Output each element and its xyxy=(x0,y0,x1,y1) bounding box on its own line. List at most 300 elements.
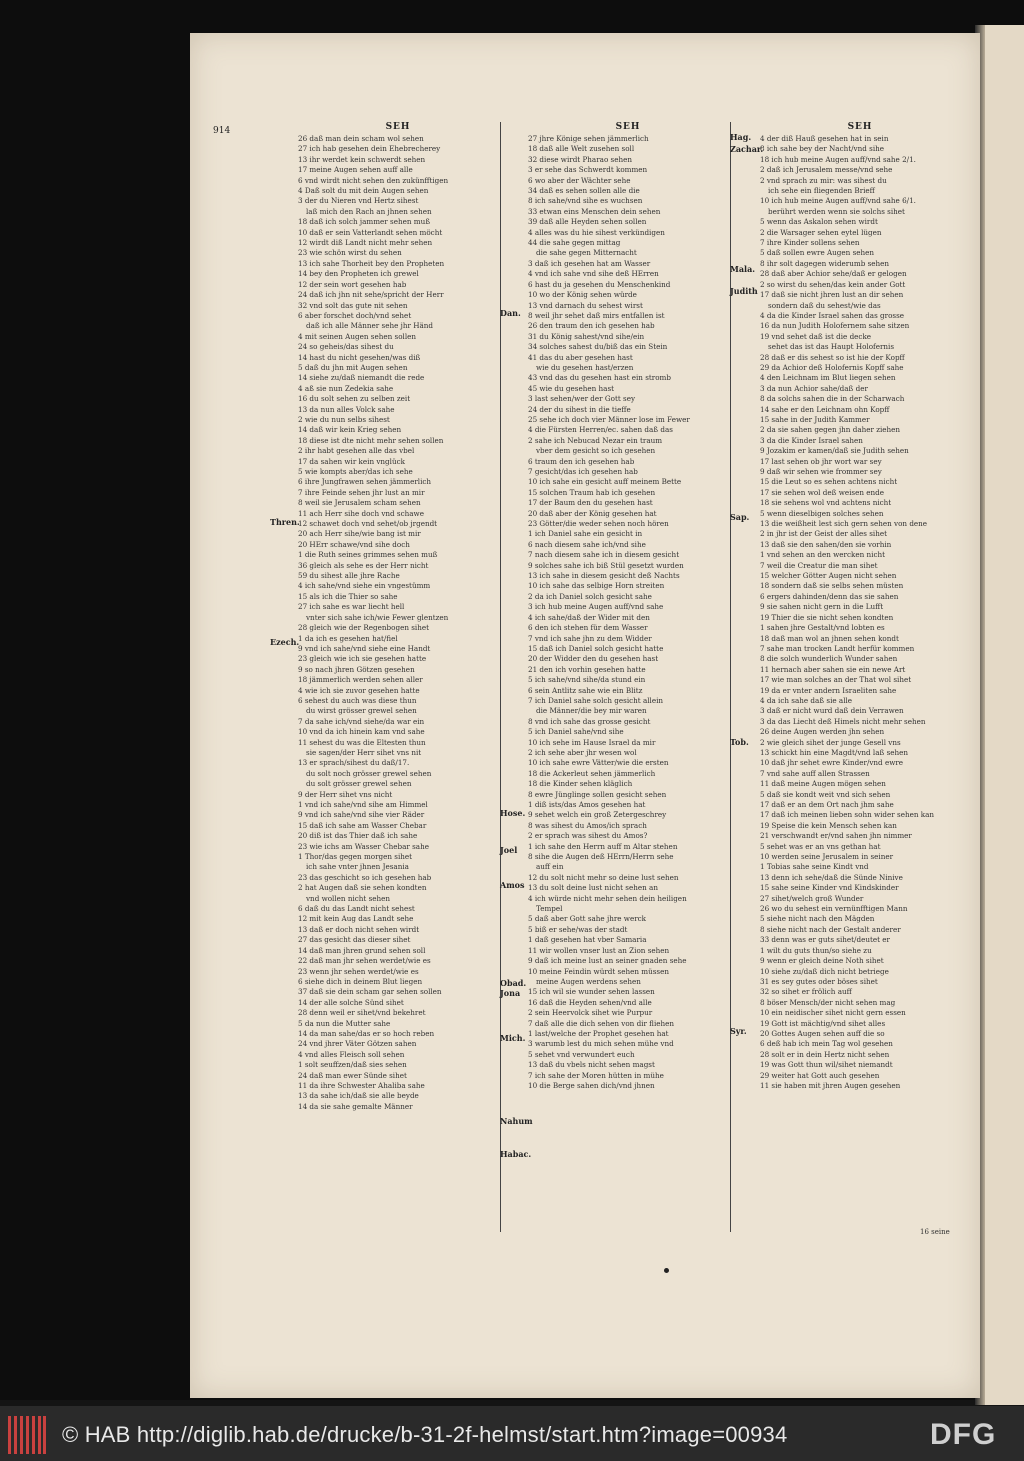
text-line: 13 daß du vbels nicht sehen magst xyxy=(528,1060,655,1070)
text-line: 7 ihre Kinder sollens sehen xyxy=(760,238,860,248)
text-line: 36 gleich als sehe es der Herr nicht xyxy=(298,560,429,570)
text-line: 15 daß ich sahe am Wasser Chebar xyxy=(298,820,427,830)
text-line: 2 er sprach was sihest du Amos? xyxy=(528,831,648,841)
text-line: 23 wie schön wirst du sehen xyxy=(298,248,402,258)
text-line: 6 deß hab ich mein Tag wol gesehen xyxy=(760,1039,893,1049)
text-line: 7 gesicht/das ich gesehen hab xyxy=(528,467,638,476)
text-line: 5 siehe nicht nach den Mägden xyxy=(760,914,875,924)
text-line: 3 daß er nicht wurd daß dein Verrawen xyxy=(760,706,904,716)
text-line: 33 etwan eins Menschen dein sehen xyxy=(528,206,661,216)
text-line: 28 solt er in dein Hertz nicht sehen xyxy=(760,1049,890,1059)
text-line: 4 da ich sahe daß sie alle xyxy=(760,695,853,705)
text-line: 27 jhre Könige sehen jämmerlich xyxy=(528,134,649,143)
text-line: 14 daß man jhren grund sehen soll xyxy=(298,945,426,955)
column-header: SEH xyxy=(385,122,411,132)
book-label-sirach: Syr. xyxy=(730,1026,747,1036)
text-line: 5 wenn das Askalon sehen wirdt xyxy=(760,217,878,227)
text-line: 10 vnd da ich hinein kam vnd sahe xyxy=(298,727,425,737)
text-line: 7 sahe man trocken Landt herfür kommen xyxy=(760,643,915,653)
text-line: 20 ach Herr sihe/wie bang ist mir xyxy=(298,529,421,539)
text-line: 6 sehest du auch was diese thun xyxy=(298,695,417,705)
text-line: 19 vnd sehet daß ist die decke xyxy=(760,331,872,341)
text-line: 19 was Gott thun wil/sihet niemandt xyxy=(760,1060,893,1070)
text-line: 2 die Warsager sehen eytel lügen xyxy=(760,227,882,237)
text-line: 23 Götter/die weder sehen noch hören xyxy=(528,519,669,529)
book-label-micha: Mich. xyxy=(500,1033,526,1043)
text-line: 3 er sehe das Schwerdt kommen xyxy=(528,165,648,175)
text-line: 8 was sihest du Amos/ich sprach xyxy=(528,820,647,830)
text-line: 9 sehet welch ein groß Zetergeschrey xyxy=(528,810,667,820)
text-line: die sahe gegen Mitternacht xyxy=(536,248,637,258)
text-line: 8 ihr solt dagegen widerumb sehen xyxy=(760,258,890,268)
text-line: 7 ich sahe der Moren hütten in mühe xyxy=(528,1070,664,1080)
text-line: 1 vnd ich sahe/vnd sihe am Himmel xyxy=(298,800,428,809)
text-line: 2 ich sehe aber jhr wesen wol xyxy=(528,747,637,757)
text-line: 8 siehe nicht nach der Gestalt anderer xyxy=(760,924,901,934)
text-line: 5 da nun die Mutter sahe xyxy=(298,1018,391,1028)
text-line: 5 daß du jhn mit Augen sehen xyxy=(298,362,408,372)
text-line: 17 daß er an dem Ort nach jhm sahe xyxy=(760,800,894,809)
text-line: die Männer/die bey mir waren xyxy=(536,706,647,716)
text-line: 6 nach diesem sahe ich/vnd sihe xyxy=(528,539,646,549)
text-line: 15 sahe seine Kinder vnd Kindskinder xyxy=(760,883,899,893)
text-line: 13 die weißheit lest sich gern sehen von dene xyxy=(760,519,928,529)
text-line: du solt grösser grewel sehen xyxy=(306,779,412,789)
text-line: 20 Gottes Augen sehen auff die so xyxy=(760,1028,885,1038)
text-line: 11 sie haben mit jhren Augen gesehen xyxy=(760,1080,901,1090)
text-line: 17 da sahen wir kein vnglück xyxy=(298,456,405,466)
text-line: 20 diß ist das Thier daß ich sahe xyxy=(298,831,418,841)
text-line: 17 last sehen ob jhr wort war sey xyxy=(760,456,882,466)
text-line: 7 vnd ich sahe jhn zu dem Widder xyxy=(528,633,652,643)
text-line: 19 Gott ist mächtig/vnd sihet alles xyxy=(760,1018,886,1028)
text-line: 14 sahe er den Leichnam ohn Kopff xyxy=(760,404,890,414)
text-line: 12 der sein wort gesehen hab xyxy=(298,279,407,289)
text-line: 13 denn ich sehe/daß die Sünde Ninive xyxy=(760,872,903,882)
text-line: 23 gleich wie ich sie gesehen hatte xyxy=(298,654,427,664)
column-lines xyxy=(528,134,728,1091)
text-line: 13 ihr werdet kein schwerdt sehen xyxy=(298,154,426,164)
text-line: 1 die Ruth seines grimmes sehen muß xyxy=(298,550,438,560)
text-line: 12 schawet doch vnd sehet/ob jrgendt xyxy=(298,519,438,529)
text-line: 11 da ihre Schwester Ahaliba sahe xyxy=(298,1080,425,1090)
text-line: 6 sein Antlitz sahe wie ein Blitz xyxy=(528,685,643,695)
column-rule xyxy=(500,122,501,1232)
text-line: 9 sie sahen nicht gern in die Lufft xyxy=(760,602,884,612)
text-line: 4 da die Kinder Israel sahen das grosse xyxy=(760,310,905,320)
text-line: 24 der du sihest in die tieffe xyxy=(528,404,631,414)
text-line: 4 der diß Hauß gesehen hat in sein xyxy=(760,134,889,143)
text-line: 11 ach Herr sihe doch vnd schawe xyxy=(298,508,424,518)
text-line: 1 daß gesehen hat vber Samaria xyxy=(528,935,647,945)
text-line: 10 ich sahe ewre Vätter/wie die ersten xyxy=(528,758,669,768)
text-line: 45 wie du gesehen hast xyxy=(528,383,615,393)
text-line: 8 ewre Jünglinge sollen gesicht sehen xyxy=(528,789,667,799)
text-line: 24 so geheis/das sihest du xyxy=(298,342,394,352)
text-line: 1 ich Daniel sahe ein gesicht in xyxy=(528,529,643,539)
text-line: ich sahe vnter jhnen Jesania xyxy=(306,862,409,872)
text-line: 32 vnd solt das gute nit sehen xyxy=(298,300,408,310)
text-line: 10 ich hub meine Augen auff/vnd sahe 6/1. xyxy=(760,196,916,206)
text-line: 31 es sey gutes oder böses sihet xyxy=(760,976,878,986)
text-line: 2 daß ich Jerusalem messe/vnd sehe xyxy=(760,165,893,175)
text-line: 2 vnd sprach zu mir: was sihest du xyxy=(760,175,887,185)
text-line: 11 hernach aber sahen sie ein newe Art xyxy=(760,664,906,674)
text-line: 18 sondern daß sie selbs sehen müsten xyxy=(760,581,904,591)
text-line: 14 da sie sahe gemalte Männer xyxy=(298,1101,413,1111)
text-line: 24 daß ich jhn nit sehe/spricht der Herr xyxy=(298,290,444,300)
text-line: 11 wir wollen vnser lust an Zion sehen xyxy=(528,945,670,955)
text-line: 13 daß sie den sahen/den sie vorhin xyxy=(760,539,892,549)
text-line: 6 den ich stehen für dem Wasser xyxy=(528,623,648,633)
text-line: 15 daß ich Daniel solch gesicht hatte xyxy=(528,643,664,653)
text-line: 14 der alle solche Sünd sihet xyxy=(298,997,404,1007)
text-line: 6 vnd wirdt nicht sehen den zukünfftigen xyxy=(298,175,449,185)
text-line: 10 daß er sein Vatterlandt sehen möcht xyxy=(298,227,443,237)
text-column-1 xyxy=(298,122,498,1242)
text-line: 1 last/welche der Prophet gesehen hat xyxy=(528,1028,669,1038)
text-line: auff ein xyxy=(536,862,564,872)
text-line: 2 wie du nun selbs sihest xyxy=(298,414,390,424)
text-line: 32 so sihet er frölich auff xyxy=(760,987,852,997)
text-line: 43 vnd das du gesehen hast ein stromb xyxy=(528,373,671,383)
text-line: 10 ein neidischer sihet nicht gern essen xyxy=(760,1008,906,1018)
text-line: 5 biß er sehe/was der stadt xyxy=(528,924,628,934)
text-line: 22 daß man jhr sehen werdet/wie es xyxy=(298,956,431,966)
book-label-sapientia: Sap. xyxy=(730,512,750,522)
text-line: vber dem gesicht so ich gesehen xyxy=(536,446,656,456)
book-label-nahum: Nahum xyxy=(500,1116,533,1126)
text-line: 19 Thier die sie nicht sehen kondten xyxy=(760,612,894,622)
text-line: 1 vnd sehen an den wercken nicht xyxy=(760,550,885,560)
text-line: 12 mit kein Aug das Landt sehe xyxy=(298,914,414,924)
text-line: 10 ich sahe das selbige Horn streiten xyxy=(528,581,665,591)
text-line: 39 daß alle Heyden sehen sollen xyxy=(528,217,647,227)
text-line: 4 alles was du hie sihest verkündigen xyxy=(528,227,665,237)
text-line: 13 da sahe ich/daß sie alle beyde xyxy=(298,1091,419,1101)
text-line: 16 da nun Judith Holofernem sahe sitzen xyxy=(760,321,910,331)
text-line: 8 weil jhr sehet daß mirs entfallen ist xyxy=(528,310,665,320)
text-line: 16 du solt sehen zu selben zeit xyxy=(298,394,411,404)
text-line: 5 daß aber Gott sahe jhre werck xyxy=(528,914,647,924)
text-line: 2 in jhr ist der Geist der alles sihet xyxy=(760,529,887,539)
text-line: 5 ich sahe/vnd sihe/da stund ein xyxy=(528,675,646,685)
text-line: 27 ich hab gesehen dein Ehebrecherey xyxy=(298,144,441,154)
book-label-daniel: Dan. xyxy=(500,308,521,318)
text-line: 18 die Kinder sehen kläglich xyxy=(528,779,633,789)
text-line: 2 so wirst du sehen/das kein ander Gott xyxy=(760,279,906,289)
text-line: 15 ich wil sie wunder sehen lassen xyxy=(528,987,655,997)
text-line: 28 gleich wie der Regenbogen sihet xyxy=(298,623,429,633)
text-line: 6 daß du das Landt nicht sehest xyxy=(298,904,415,914)
text-line: 5 sehet was er an vns gethan hat xyxy=(760,841,881,851)
text-line: 7 daß alle die dich sehen von dir fliehen xyxy=(528,1018,675,1028)
text-line: 5 ich Daniel sahe/vnd sihe xyxy=(528,727,624,737)
text-line: 26 daß man dein scham wol sehen xyxy=(298,134,424,143)
source-link[interactable]: © HAB http://diglib.hab.de/drucke/b-31-2f-helmst/start.htm?image=00934 xyxy=(62,1422,788,1447)
book-label-zacharia: Zachar. xyxy=(730,144,764,154)
text-line: 9 Jozakim er kamen/daß sie Judith sehen xyxy=(760,446,909,456)
text-line: sie sagen/der Herr sihet vns nit xyxy=(306,747,422,757)
text-line: 37 daß sie dein scham gar sehen sollen xyxy=(298,987,442,997)
book-label-judith: Judith xyxy=(730,286,758,296)
text-line: vnd wollen nicht sehen xyxy=(306,893,391,903)
text-line: 2 sein Heervolck sihet wie Purpur xyxy=(528,1008,653,1018)
text-line: 17 meine Augen sehen auff alle xyxy=(298,165,413,175)
text-line: 6 traum den ich gesehen hab xyxy=(528,456,635,466)
text-line: 26 deine Augen werden jhn sehen xyxy=(760,727,885,737)
text-line: laß mich den Rach an jhnen sehen xyxy=(306,206,432,216)
text-line: 1 diß ists/das Amos gesehen hat xyxy=(528,800,646,809)
text-line: 10 ich sehe im Hause Israel da mir xyxy=(528,737,656,747)
text-line: 14 bey den Propheten ich grewel xyxy=(298,269,419,279)
text-line: 28 daß er dis sehest so ist hie der Kopff xyxy=(760,352,905,362)
text-line: wie du gesehen hast/erzen xyxy=(536,362,634,372)
text-line: 7 ihre Feinde sehen jhr lust an mir xyxy=(298,487,425,497)
text-line: 9 so nach jhren Götzen gesehen xyxy=(298,664,415,674)
text-line: 9 daß ich meine lust an seiner gnaden sehe xyxy=(528,956,687,966)
text-line: 23 das geschicht so ich gesehen hab xyxy=(298,872,432,882)
text-line: 4 vnd ich sahe vnd sihe deß HErren xyxy=(528,269,659,279)
catchword: 16 seine xyxy=(920,1228,950,1236)
text-line: 9 vnd ich sahe/vnd siehe eine Handt xyxy=(298,643,431,653)
text-line: 2 hat Augen daß sie sehen kondten xyxy=(298,883,427,893)
text-line: 27 sihet/welch groß Wunder xyxy=(760,893,864,903)
text-line: sondern daß du sehest/wie das xyxy=(768,300,881,310)
text-line: 13 er sprach/sihest du daß/17. xyxy=(298,758,410,768)
text-line: 13 ich sahe Thorheit bey den Propheten xyxy=(298,258,445,268)
text-line: 8 weil sie Jerusalem scham sehen xyxy=(298,498,421,508)
text-line: 24 daß man ewer Sünde sihet xyxy=(298,1070,407,1080)
text-line: 2 wie gleich sihet der junge Gesell vns xyxy=(760,737,901,747)
text-line: 14 daß wir kein Krieg sehen xyxy=(298,425,402,435)
book-label-threnorum: Thren. xyxy=(270,517,300,527)
text-line: 32 diese wirdt Pharao sehen xyxy=(528,154,633,164)
column-lines xyxy=(298,134,498,1112)
text-line: 24 vnd jhrer Väter Götzen sahen xyxy=(298,1039,417,1049)
text-line: 17 sie sehen wol deß weisen ende xyxy=(760,487,884,497)
text-line: 1 Thor/das gegen morgen sihet xyxy=(298,852,413,862)
text-line: 13 ich sahe in diesem gesicht deß Nachts xyxy=(528,571,680,581)
text-line: 18 daß alle Welt zusehen soll xyxy=(528,144,635,154)
text-line: 4 den Leichnam im Blut liegen sehen xyxy=(760,373,896,383)
text-line: 10 ich sahe ein gesicht auff meinem Bette xyxy=(528,477,682,487)
text-line: 21 den ich vorhin gesehen hatte xyxy=(528,664,646,674)
printer-dot xyxy=(664,1268,669,1273)
text-line: 13 vnd darnach du sehest wirst xyxy=(528,300,643,310)
text-line: 4 ich würde nicht mehr sehen dein heiligen xyxy=(528,893,687,903)
text-column-2 xyxy=(528,122,728,1242)
text-line: 3 da nun Achior sahe/daß der xyxy=(760,383,868,393)
text-line: 7 da sahe ich/vnd siehe/da war ein xyxy=(298,716,425,726)
text-line: 15 die Leut so es sehen achtens nicht xyxy=(760,477,898,487)
text-line: 10 die Berge sahen dich/vnd jhnen xyxy=(528,1080,655,1090)
text-line: 12 du solt nicht mehr so deine lust sehen xyxy=(528,872,679,882)
text-line: 10 meine Feindin würdt sehen müssen xyxy=(528,966,669,976)
text-line: 15 als ich die Thier so sahe xyxy=(298,591,398,601)
text-line: 7 nach diesem sahe ich in diesem gesicht xyxy=(528,550,680,560)
text-line: 17 daß ich meinen lieben sohn wider sehen kan xyxy=(760,810,935,820)
facing-page xyxy=(975,25,1024,1405)
text-line: 10 wo der König sehen würde xyxy=(528,290,637,300)
text-line: 1 da ich es gesehen hat/fiel xyxy=(298,633,398,643)
text-line: ich sehe ein fliegenden Brieff xyxy=(768,186,875,196)
text-line: 6 ergers dahinden/denn das sie sahen xyxy=(760,591,899,601)
book-label-habakuk: Habac. xyxy=(500,1149,532,1159)
text-line: 4 vnd alles Fleisch soll sehen xyxy=(298,1049,405,1059)
hab-logo-icon xyxy=(8,1416,46,1454)
text-line: 10 werden seine Jerusalem in seiner xyxy=(760,852,894,862)
text-line: 4 ich sahe/vnd siehe ein vngestümm xyxy=(298,581,431,591)
text-line: 8 ich sahe bey der Nacht/vnd sihe xyxy=(760,144,884,154)
book-label-haggai: Hag. xyxy=(730,132,752,142)
text-line: 31 du König sahest/vnd sihe/ein xyxy=(528,331,645,341)
text-line: 27 das gesicht das dieser sihet xyxy=(298,935,411,945)
text-line: 4 aß sie nun Zedekia sahe xyxy=(298,383,394,393)
text-line: 14 da man sahe/das er so hoch reben xyxy=(298,1028,435,1038)
text-line: 5 sehet vnd verwundert euch xyxy=(528,1049,635,1059)
book-label-tobias: Tob. xyxy=(730,737,749,747)
book-label-jona: Jona xyxy=(500,988,521,998)
text-line: 5 daß sollen ewre Augen sehen xyxy=(760,248,875,258)
book-label-ezechiel: Ezech. xyxy=(270,637,300,647)
text-line: du wirst grösser grewel sehen xyxy=(306,706,417,716)
text-line: 18 diese ist dte nicht mehr sehen sollen xyxy=(298,435,444,445)
book-label-joel: Joel xyxy=(500,845,518,855)
text-line: meine Augen werdens sehen xyxy=(536,976,641,986)
text-line: 34 solches sahest du/biß das ein Stein xyxy=(528,342,668,352)
text-line: 19 Speise die kein Mensch sehen kan xyxy=(760,820,897,830)
text-line: 25 sehe ich doch vier Männer lose im Fewer xyxy=(528,414,690,424)
text-line: 8 böser Mensch/der nicht sehen mag xyxy=(760,997,896,1007)
text-line: 18 die Ackerleut sehen jämmerlich xyxy=(528,768,656,778)
text-line: 6 wo aber der Wächter sehe xyxy=(528,175,631,185)
text-line: 17 wie man solches an der That wol sihet xyxy=(760,675,912,685)
text-line: 7 ich Daniel sahe solch gesicht allein xyxy=(528,695,664,705)
text-line: 18 sie sehens wol vnd achtens nicht xyxy=(760,498,892,508)
text-line: 18 daß ich solch jammer sehen muß xyxy=(298,217,430,227)
text-line: 15 sahe in der Judith Kammer xyxy=(760,414,870,424)
text-line: 26 wo du sehest ein vernünfftigen Mann xyxy=(760,904,908,914)
text-line: 3 der du Nieren vnd Hertz sihest xyxy=(298,196,419,206)
text-line: Tempel xyxy=(536,904,563,914)
text-line: 11 daß meine Augen mögen sehen xyxy=(760,779,886,789)
text-line: 33 denn was er guts sihet/deutet er xyxy=(760,935,890,945)
text-line: 8 ich sahe/vnd sihe es wuchsen xyxy=(528,196,643,206)
text-line: 3 daß ich gesehen hat am Wasser xyxy=(528,258,651,268)
text-line: 9 solches sahe ich biß Stül gesetzt wurden xyxy=(528,560,684,570)
text-line: 1 ich sahe den Herrn auff m Altar stehen xyxy=(528,841,678,851)
text-line: 17 daß sie nicht jhren lust an dir sehen xyxy=(760,290,904,300)
column-lines xyxy=(760,134,960,1091)
text-line: 9 wenn er gleich deine Noth sihet xyxy=(760,956,884,966)
column-header: SEH xyxy=(615,122,641,132)
text-line: 11 sehest du was die Eltesten thun xyxy=(298,737,426,747)
viewer-footer xyxy=(0,1406,1024,1461)
text-line: 20 der Widder den du gesehen hast xyxy=(528,654,659,664)
text-line: 18 ich hub meine Augen auff/vnd sahe 2/1. xyxy=(760,154,916,164)
text-line: 10 siehe zu/daß dich nicht betriege xyxy=(760,966,889,976)
text-line: 41 das du aber gesehen hast xyxy=(528,352,633,362)
text-line: 3 da die Kinder Israel sahen xyxy=(760,435,863,445)
book-label-obadja: Obad. xyxy=(500,978,527,988)
text-line: 23 wenn jhr sehen werdet/wie es xyxy=(298,966,419,976)
text-line: vnter sich sahe ich/wie Fewer glentzen xyxy=(306,612,449,622)
page-number: 914 xyxy=(213,126,231,136)
text-line: 5 wie kompts aber/das ich sehe xyxy=(298,467,413,476)
text-line: 1 Tobias sahe seine Kindt vnd xyxy=(760,862,869,872)
text-line: 34 daß es sehen sollen alle die xyxy=(528,186,640,196)
text-line: 6 aber forschet doch/vnd sehet xyxy=(298,310,412,320)
text-line: 21 verschwandt er/vnd sahen jhn nimmer xyxy=(760,831,912,841)
text-line: 18 jämmerlich werden sehen aller xyxy=(298,675,423,685)
dfg-logo: DFG xyxy=(930,1418,997,1451)
column-header: SEH xyxy=(847,122,873,132)
text-line: 1 sahen jhre Gestalt/vnd lobten es xyxy=(760,623,885,633)
text-line: 59 du sihest alle jhre Rache xyxy=(298,571,400,581)
text-line: 4 die Fürsten Herren/ec. sahen daß das xyxy=(528,425,673,435)
text-line: 7 vnd sahe auff allen Strassen xyxy=(760,768,870,778)
text-line: 26 den traum den ich gesehen hab xyxy=(528,321,655,331)
text-line: 19 da er vnter andern Israeliten sahe xyxy=(760,685,897,695)
text-line: 14 hast du nicht gesehen/was diß xyxy=(298,352,421,362)
text-line: 9 daß wir sehen wie frommer sey xyxy=(760,467,882,476)
text-line: 18 daß man wol an jhnen sehen kondt xyxy=(760,633,899,643)
text-line: berührt werden wenn sie solchs sihet xyxy=(768,206,905,216)
text-line: 2 ihr habt gesehen alle das vbel xyxy=(298,446,415,456)
text-line: 6 ihre Jungfrawen sehen jämmerlich xyxy=(298,477,432,487)
text-line: 1 wilt du guts thun/so siehe zu xyxy=(760,945,872,955)
text-line: 7 weil die Creatur die man sihet xyxy=(760,560,878,570)
text-line: 13 da nun alles Volck sahe xyxy=(298,404,395,414)
text-line: 20 daß aber der König gesehen hat xyxy=(528,508,657,518)
text-line: 5 wenn dieselbigen solches sehen xyxy=(760,508,884,518)
text-line: 13 daß er doch nicht sehen wirdt xyxy=(298,924,420,934)
text-line: 29 da Achior deß Holofernis Kopff sahe xyxy=(760,362,904,372)
text-line: 6 hast du ja gesehen du Menschenkind xyxy=(528,279,671,289)
text-line: 5 daß sie kondt weit vnd sich sehen xyxy=(760,789,891,799)
text-line: 2 da sie sahen gegen jhn daher ziehen xyxy=(760,425,901,435)
text-line: 27 ich sahe es war liecht hell xyxy=(298,602,405,612)
text-line: 4 Daß solt du mit dein Augen sehen xyxy=(298,186,429,196)
text-line: 10 daß jhr sehet ewre Kinder/vnd ewre xyxy=(760,758,904,768)
text-line: du solt noch grösser grewel sehen xyxy=(306,768,432,778)
text-line: 44 die sahe gegen mittag xyxy=(528,238,621,248)
text-line: 13 du solt deine lust nicht sehen an xyxy=(528,883,658,893)
text-line: 9 vnd ich sahe/vnd sihe vier Räder xyxy=(298,810,425,820)
text-line: 28 denn weil er sihet/vnd bekehret xyxy=(298,1008,426,1018)
text-line: 4 wie ich sie zuvor gesehen hatte xyxy=(298,685,420,695)
book-label-hosea: Hose. xyxy=(500,808,526,818)
text-line: 1 solt seuffzen/daß sies sehen xyxy=(298,1060,407,1070)
text-line: 12 wirdt diß Landt nicht mehr sehen xyxy=(298,238,433,248)
text-line: 23 wie ichs am Wasser Chebar sahe xyxy=(298,841,429,851)
text-line: 14 siehe zu/daß niemandt die rede xyxy=(298,373,425,383)
text-line: sehet das ist das Haupt Holofernis xyxy=(768,342,895,352)
text-line: 2 da ich Daniel solch gesicht sahe xyxy=(528,591,652,601)
text-line: 15 welcher Götter Augen nicht sehen xyxy=(760,571,897,581)
text-line: 3 ich hub meine Augen auff/vnd sahe xyxy=(528,602,664,612)
text-line: 8 die solch wunderlich Wunder sahen xyxy=(760,654,898,664)
text-line: 17 der Baum den du gesehen hast xyxy=(528,498,653,508)
text-line: 9 der Herr sihet vns nicht xyxy=(298,789,393,799)
text-line: 13 schickt hin eine Magdt/vnd laß sehen xyxy=(760,747,909,757)
text-line: 3 warumb lest du mich sehen mühe vnd xyxy=(528,1039,674,1049)
text-line: 28 daß aber Achior sehe/daß er gelogen xyxy=(760,269,907,279)
text-line: 4 ich sahe/daß der Wider mit den xyxy=(528,612,650,622)
book-label-maleachi: Mala. xyxy=(730,264,756,274)
text-line: 4 mit seinen Augen sehen sollen xyxy=(298,331,417,341)
